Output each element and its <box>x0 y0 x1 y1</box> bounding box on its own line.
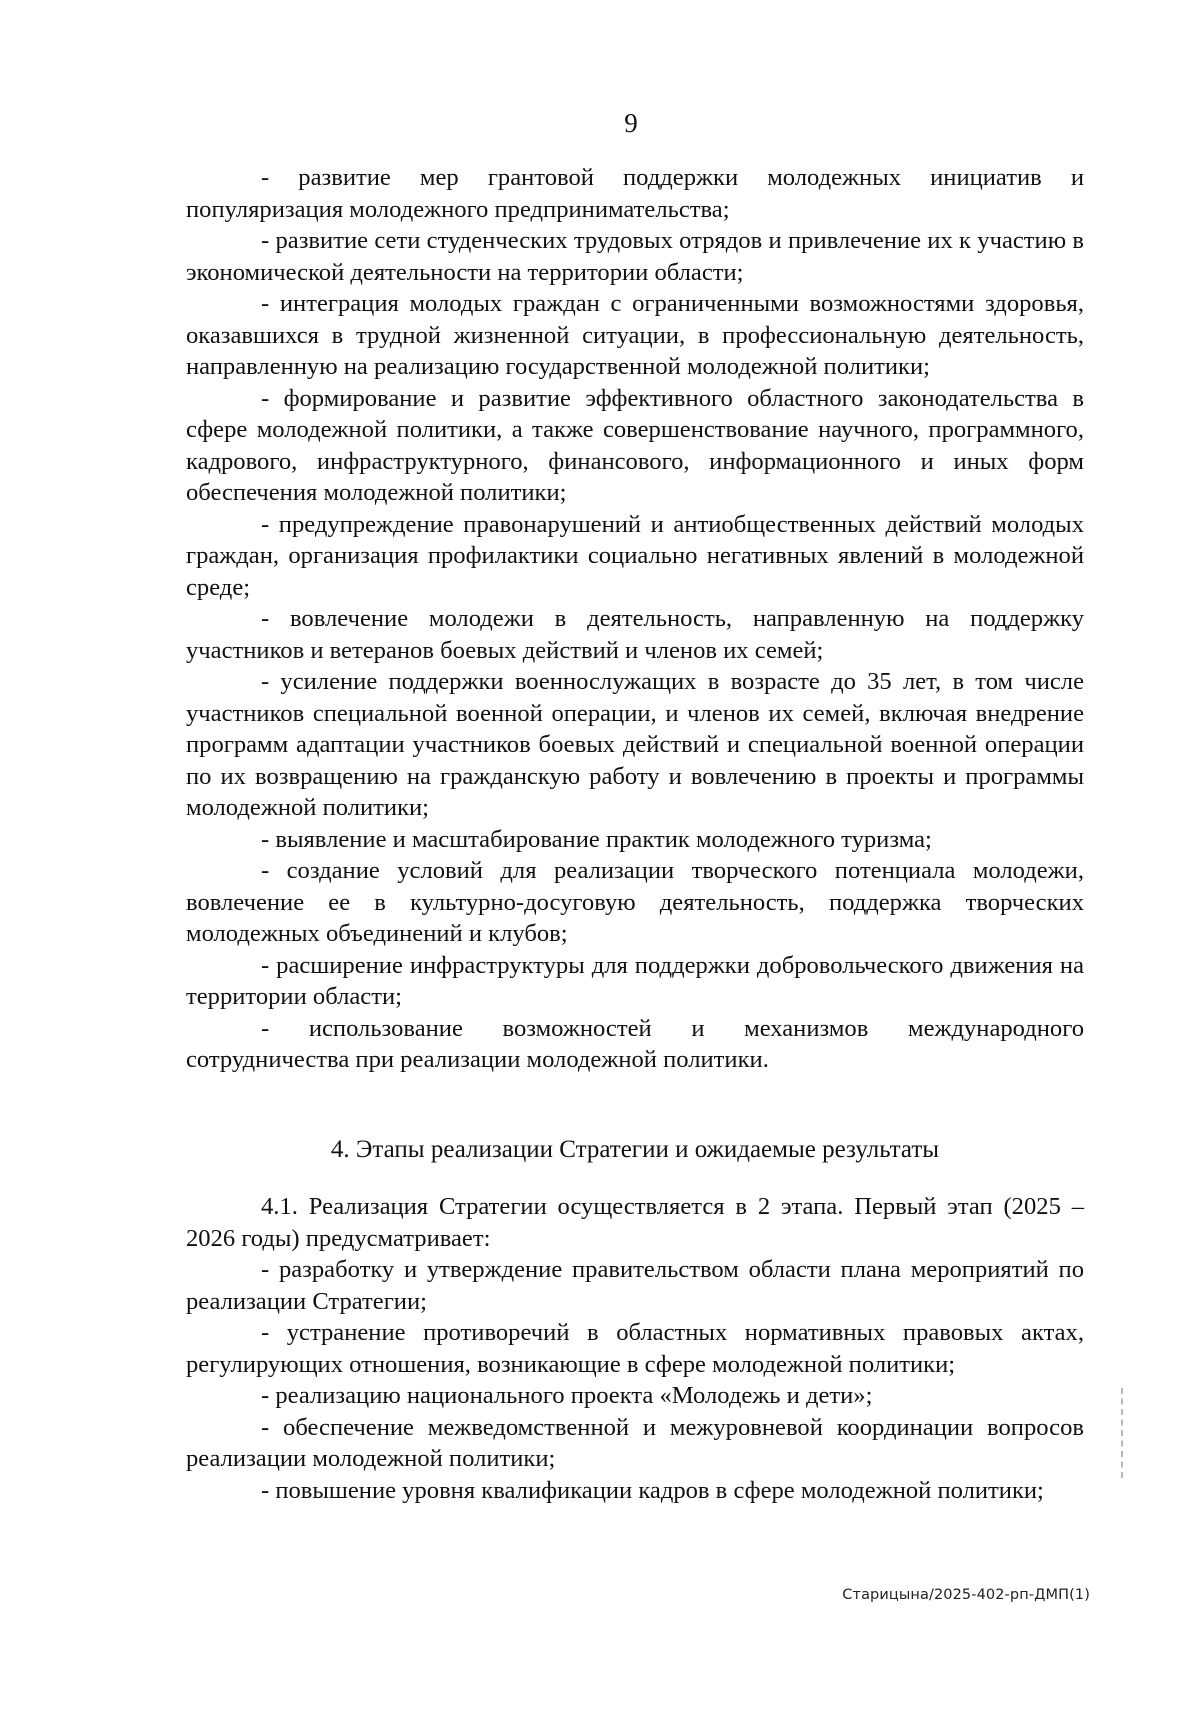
document-body <box>186 162 1084 1506</box>
paragraph: - вовлечение молодежи в деятельность, направленную на поддержку участников и ветеранов боевых действий и членов их семей; <box>186 605 1084 664</box>
paragraph: - развитие мер грантовой поддержки молодежных инициатив и популяризация молодежного предпринимательства; <box>186 164 1084 223</box>
paragraph: - обеспечение межведомственной и межуровневой координации вопросов реализации молодежной политики; <box>186 1413 1084 1472</box>
paragraph: 4.1. Реализация Стратегии осуществляется в 2 этапа. Первый этап (2025 – 2026 годы) предусматривает: <box>186 1193 1084 1252</box>
paragraph: - создание условий для реализации творческого потенциала молодежи, вовлечение ее в культурно-досуговую деятельность, поддержка творческих молодежных объединений и клубов; <box>186 857 1084 947</box>
paragraph: - повышение уровня квалификации кадров в сфере молодежной политики; <box>261 1476 1044 1504</box>
section-heading: 4. Этапы реализации Стратегии и ожидаемые результаты <box>330 1135 940 1163</box>
paragraph: - разработку и утверждение правительством области плана мероприятий по реализации Стратегии; <box>186 1256 1084 1315</box>
paragraph: - интеграция молодых граждан с ограниченными возможностями здоровья, оказавшихся в трудной жизненной ситуации, в профессиональную деятельность, направленную на реализацию государственной молодежной политики; <box>186 290 1084 380</box>
paragraph: - выявление и масштабирование практик молодежного туризма; <box>261 825 932 853</box>
paragraph: - предупреждение правонарушений и антиобщественных действий молодых граждан, организация профилактики социально негативных явлений в молодежной среде; <box>186 510 1084 601</box>
page-number: 9 <box>624 108 638 138</box>
scan-margin-mark <box>1121 1388 1125 1478</box>
paragraph: - развитие сети студенческих трудовых отрядов и привлечение их к участию в экономической деятельности на территории области; <box>186 227 1084 286</box>
paragraph: - формирование и развитие эффективного областного законодательства в сфере молодежной политики, а также совершенствование научного, программного, кадрового, инфраструктурного, финансового, информационного и иных форм обеспечения молодежной политики; <box>186 384 1084 506</box>
paragraph: - расширение инфраструктуры для поддержки добровольческого движения на территории области; <box>186 951 1084 1010</box>
paragraph: - использование возможностей и механизмов международного сотрудничества при реализации молодежной политики. <box>186 1014 1084 1073</box>
document-reference: Старицына/2025-402-рп-ДМП(1) <box>842 1587 1090 1603</box>
paragraph: - устранение противоречий в областных нормативных правовых актах, регулирующих отношения, возникающие в сфере молодежной политики; <box>186 1319 1084 1378</box>
paragraph: - усиление поддержки военнослужащих в возрасте до 35 лет, в том числе участников специальной военной операции, и членов их семей, включая внедрение программ адаптации участников боевых действий и специальной военной операции по их возвращению на гражданскую работу и вовлечению в проекты и программы молодежной политики; <box>186 668 1084 821</box>
paragraph: - реализацию национального проекта «Молодежь и дети»; <box>261 1382 873 1409</box>
